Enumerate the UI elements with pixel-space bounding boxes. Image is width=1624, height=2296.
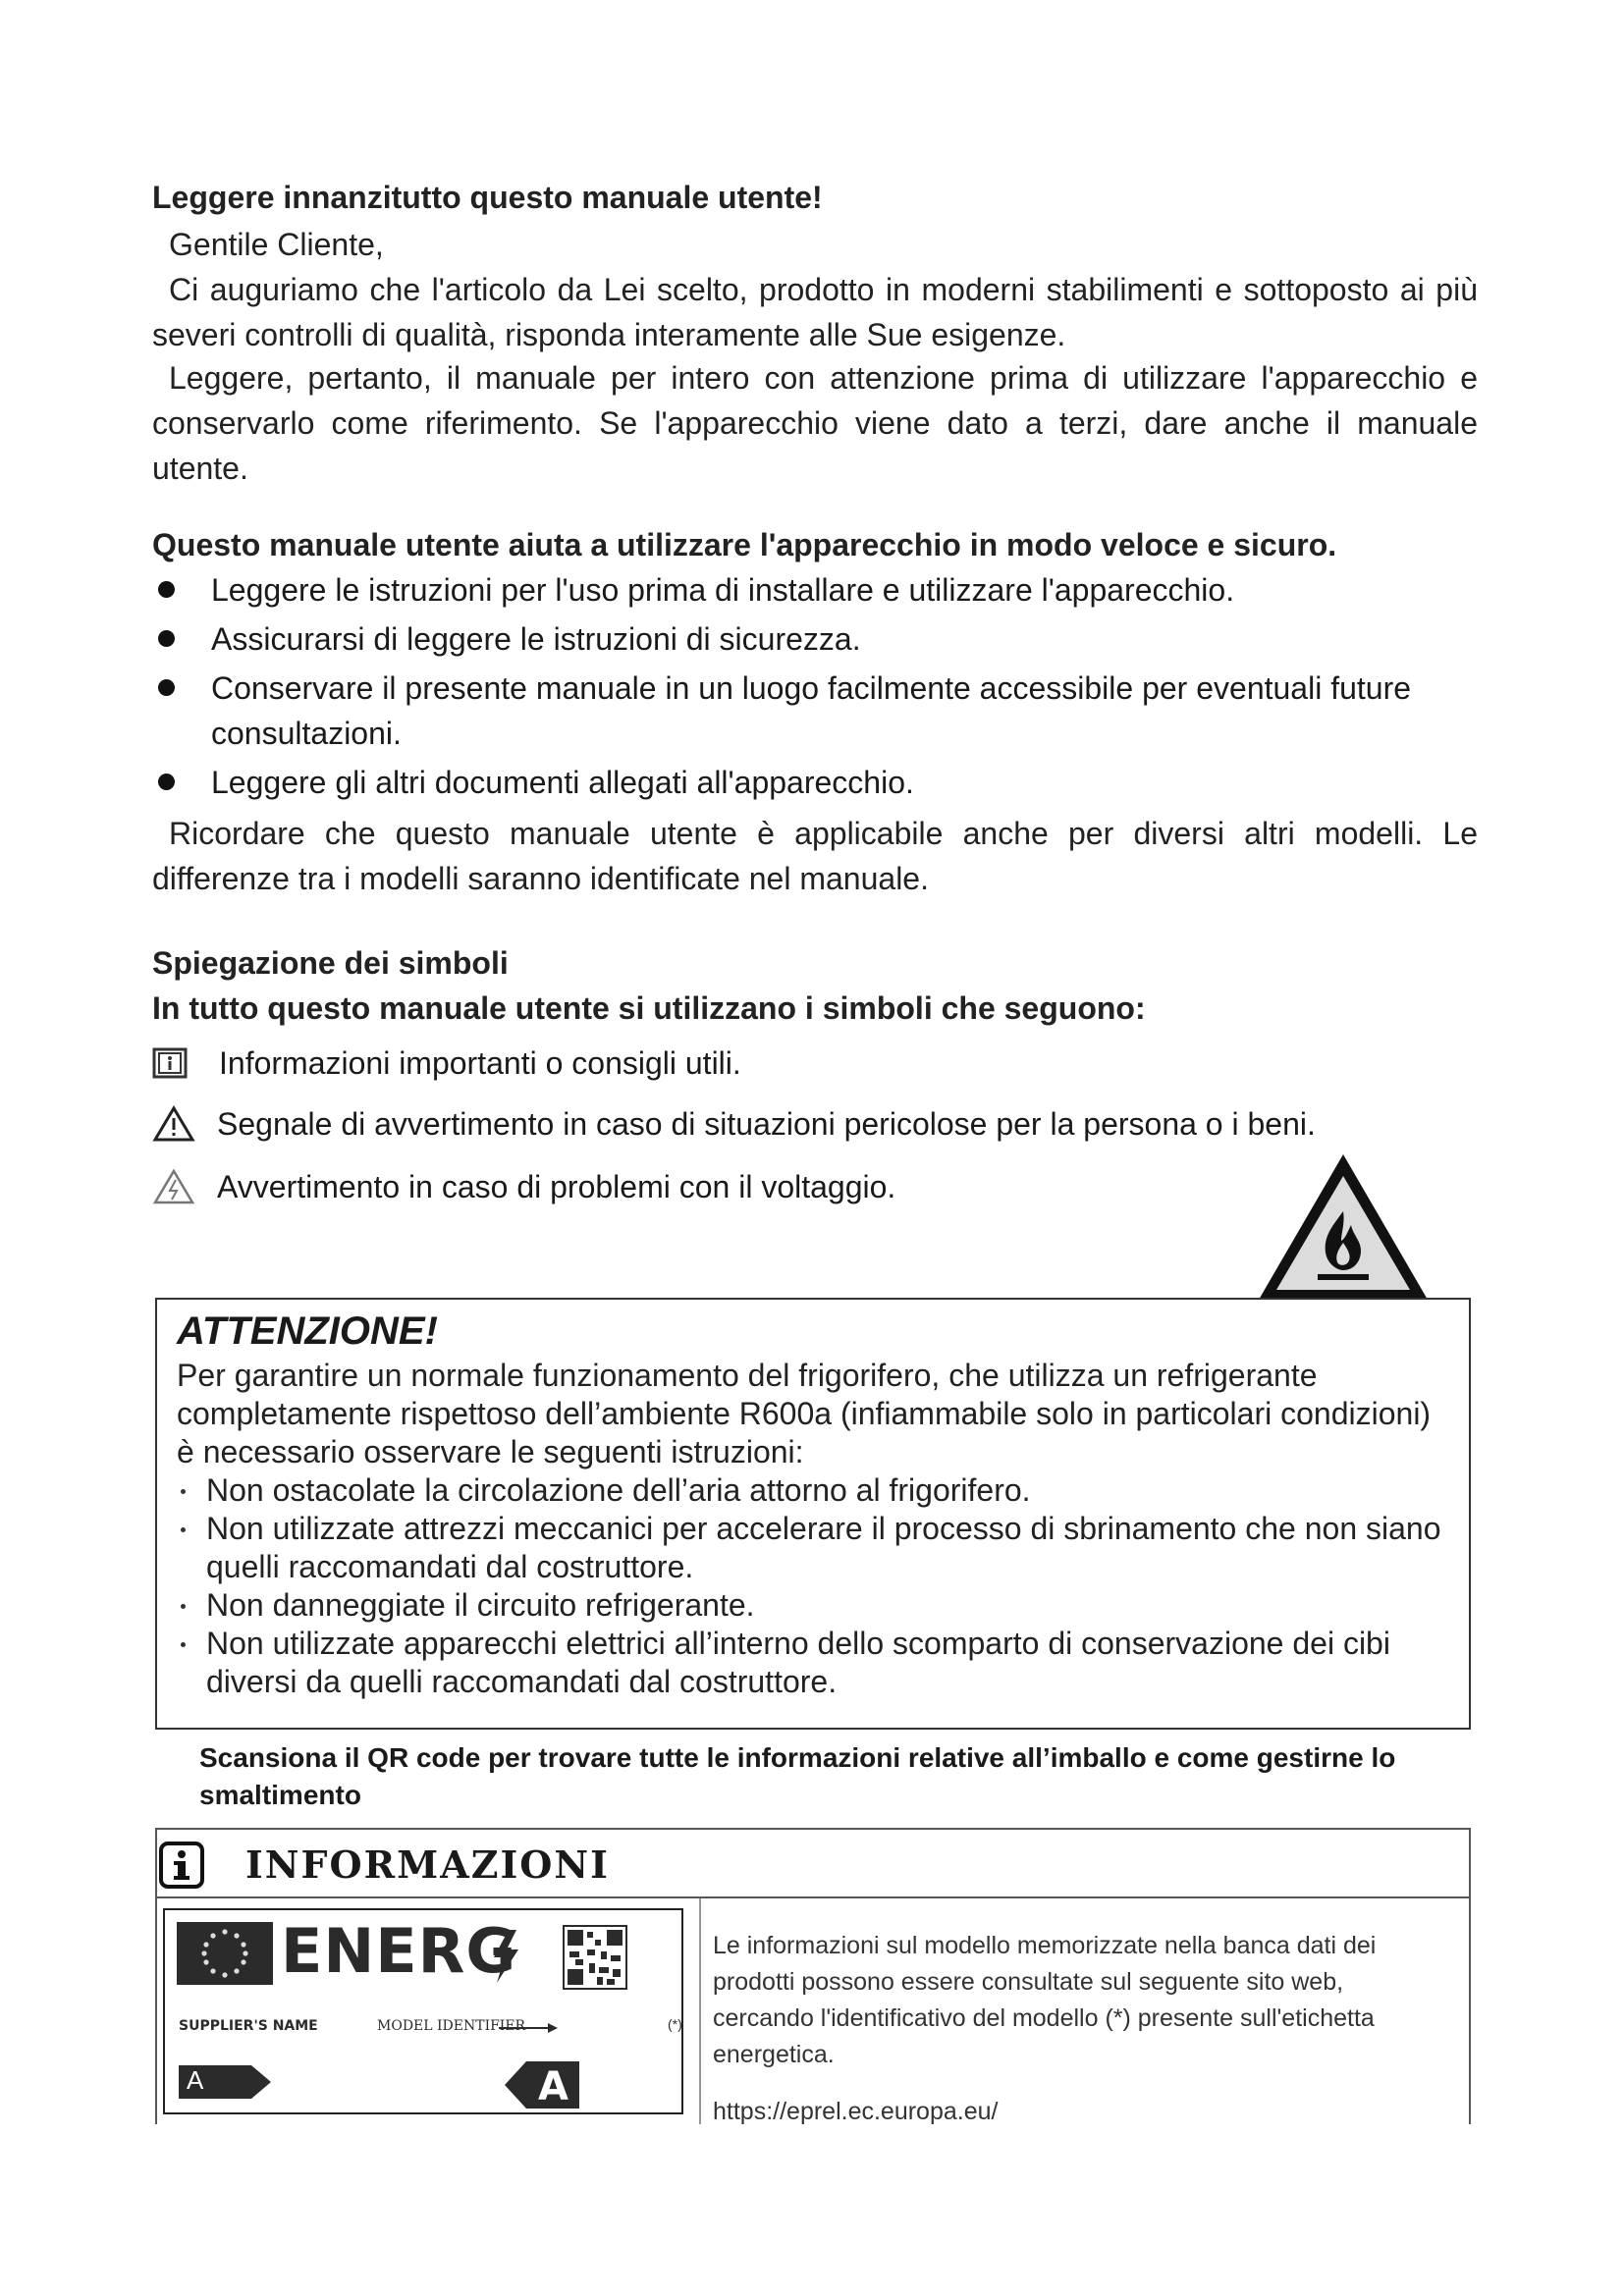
energy-label	[163, 1908, 683, 2114]
supplier-name: SUPPLIER'S NAME	[179, 2018, 318, 2034]
symbols-subtitle: In tutto questo manuale utente si utilizzano i simboli che seguono:	[152, 990, 1146, 1026]
qr-note: Scansiona il QR code per trovare tutte le informazioni relative all’imballo e come gestirne lo smaltimento	[199, 1742, 1396, 1810]
list-item: Non utilizzate attrezzi meccanici per accelerare il processo di sbrinamento che non siano quelli raccomandati dal costruttore.	[177, 1510, 1453, 1586]
info-frame-border	[155, 1828, 1471, 1830]
voltage-warning-icon	[152, 1168, 195, 1205]
bullet-icon	[181, 1604, 186, 1609]
symbol-text: Avvertimento in caso di problemi con il voltaggio.	[217, 1169, 896, 1204]
info-divider	[699, 1898, 701, 2124]
bullet-icon	[181, 1642, 186, 1647]
intro-paragraph: Leggere, pertanto, il manuale per intero con attenzione prima di utilizzare l'apparecchio e conservarlo come riferimento. Se l'apparecchio viene dato a terzi, dare anche il manuale utente.	[152, 360, 1478, 486]
list-item: Leggere le istruzioni per l'uso prima di installare e utilizzare l'apparecchio.	[152, 567, 1468, 613]
bullet-icon	[181, 1527, 186, 1532]
warning-list	[177, 1471, 1453, 1701]
info-square-icon	[152, 1047, 188, 1079]
eprel-link[interactable]: https://eprel.ec.europa.eu/	[713, 2098, 999, 2125]
greeting: Gentile Cliente,	[169, 227, 384, 262]
symbol-text: Informazioni importanti o consigli utili.	[219, 1045, 741, 1081]
symbol-row	[152, 1164, 895, 1209]
warning-body: Per garantire un normale funzionamento del frigorifero, che utilizza un refrigerante completamente rispettoso dell’ambiente R600a (infiammabile solo in particolari condizioni) è necessario osservare le seguenti istruzioni:	[177, 1358, 1432, 1469]
bullet-icon	[181, 1489, 186, 1494]
bullet-icon	[158, 630, 175, 647]
bullet-icon	[158, 581, 175, 598]
list-item: Leggere gli altri documenti allegati all'apparecchio.	[152, 760, 1468, 805]
list-item: Non ostacolate la circolazione dell’aria attorno al frigorifero.	[177, 1471, 1453, 1510]
energy-word: ENERG	[281, 1915, 517, 1987]
asterisk-marker: (*)	[668, 2016, 682, 2032]
info-icon	[159, 1842, 204, 1889]
warning-title: ATTENZIONE!	[177, 1309, 438, 1353]
purpose-bullet-list	[152, 567, 1468, 809]
flammable-warning-icon	[1255, 1150, 1432, 1304]
info-frame-border	[155, 1828, 157, 2124]
intro-paragraph: Ci auguriamo che l'articolo da Lei scelto, prodotto in moderni stabilimenti e sottoposto ai più severi controlli di qualità, risponda interamente alle Sue esigenze.	[152, 272, 1478, 352]
list-item: Assicurarsi di leggere le istruzioni di sicurezza.	[152, 616, 1468, 662]
symbol-row	[152, 1101, 1316, 1147]
model-identifier: MODEL IDENTIFIER	[377, 2018, 526, 2034]
symbol-row	[152, 1041, 741, 1086]
list-item: Conservare il presente manuale in un luogo facilmente accessibile per eventuali future consultazioni.	[152, 666, 1468, 756]
info-divider	[155, 1896, 1471, 1898]
class-left: A	[187, 2065, 204, 2095]
info-frame-border	[1469, 1828, 1471, 2124]
qr-code-icon	[564, 1926, 626, 1989]
class-right: A	[538, 2064, 568, 2109]
symbols-title: Spiegazione dei simboli	[152, 945, 509, 981]
intro-title: Leggere innanzitutto questo manuale utente!	[152, 180, 823, 215]
symbol-text: Segnale di avvertimento in caso di situazioni pericolose per la persona o i beni.	[217, 1106, 1316, 1142]
info-text: Le informazioni sul modello memorizzate nella banca dati dei prodotti possono essere consultate sul seguente sito web, cercando l'identificativo del modello (*) presente sull'etichetta energetica.	[713, 1932, 1377, 2068]
bullet-icon	[158, 774, 175, 790]
models-note: Ricordare che questo manuale utente è applicabile anche per diversi altri modelli. Le differenze tra i modelli saranno identificate nel manuale.	[152, 816, 1478, 896]
info-title: INFORMAZIONI	[245, 1842, 610, 1887]
warning-triangle-icon	[152, 1105, 195, 1143]
list-item: Non utilizzate apparecchi elettrici all’interno dello scomparto di conservazione dei cibi diversi da quelli raccomandati dal costruttore.	[177, 1625, 1453, 1701]
purpose-title: Questo manuale utente aiuta a utilizzare l'apparecchio in modo veloce e sicuro.	[152, 527, 1337, 562]
bullet-icon	[158, 679, 175, 696]
list-item: Non danneggiate il circuito refrigerante.	[177, 1586, 1453, 1625]
